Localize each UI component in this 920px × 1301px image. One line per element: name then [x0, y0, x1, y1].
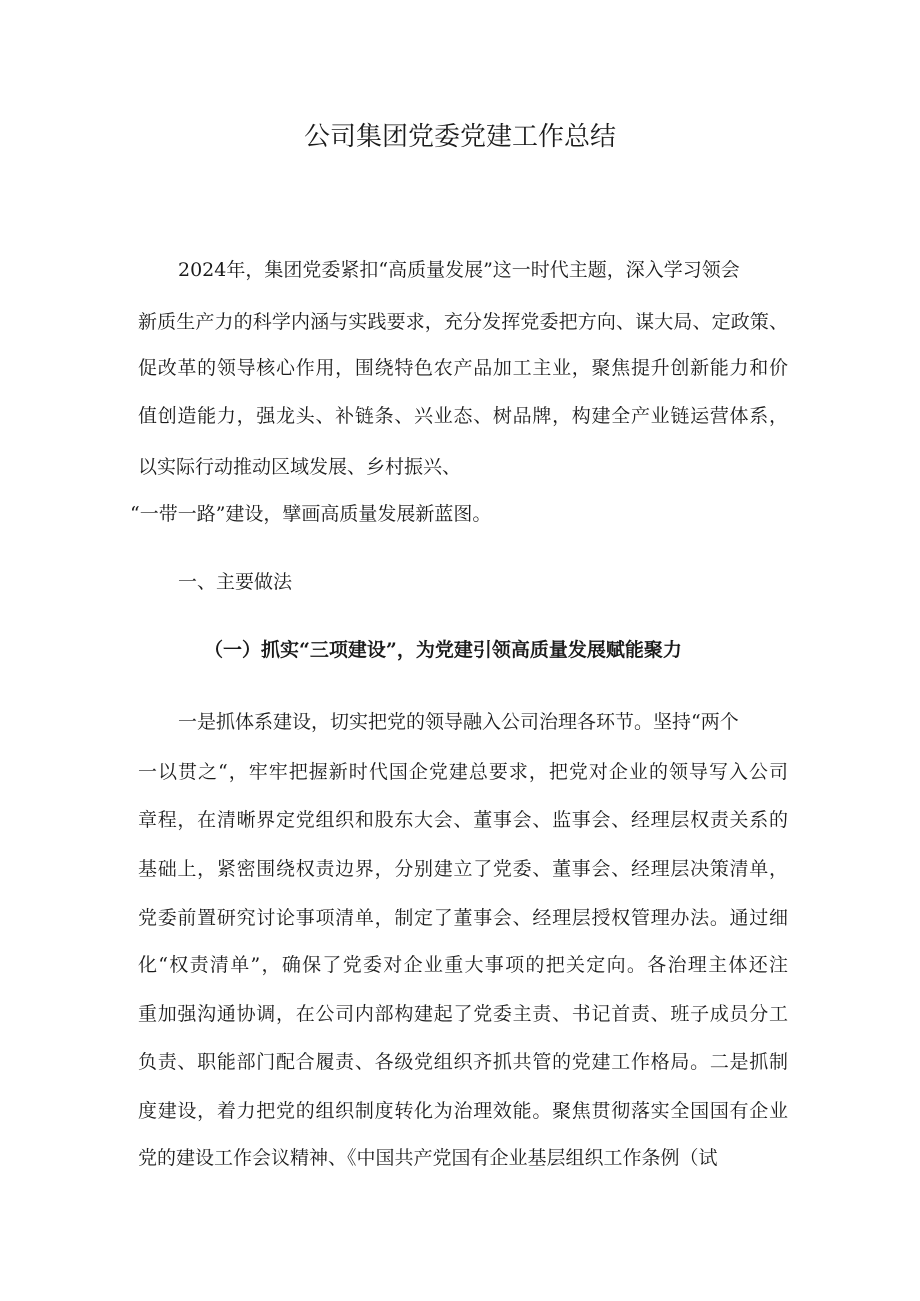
intro-line-3: 促改革的领导核心作用，围绕特色农产品加工主业，聚焦提升创新能力和价: [138, 357, 788, 379]
body-line-2: 一以贯之“，牢牢把握新时代国企党建总要求，把党对企业的领导写入公司: [138, 761, 788, 783]
body-line-8: 负责、职能部门配合履责、各级党组织齐抓共管的党建工作格局。二是抓制: [138, 1051, 788, 1073]
body-line-6: 化“权责清单”，确保了党委对企业重大事项的把关定向。各治理主体还注: [138, 954, 788, 976]
section-heading: 一、主要做法: [178, 571, 293, 593]
intro-line-4: 值创造能力，强龙头、补链条、兴业态、树品牌，构建全产业链运营体系，: [138, 405, 788, 427]
body-line-7: 重加强沟通协调，在公司内部构建起了党委主责、书记首责、班子成员分工: [138, 1003, 788, 1025]
body-line-3: 章程，在清晰界定党组织和股东大会、董事会、监事会、经理层权责关系的: [138, 809, 788, 831]
subsection-heading: （一）抓实“三项建设”，为党建引领高质量发展赋能聚力: [204, 639, 682, 661]
body-line-5: 党委前置研究讨论事项清单，制定了董事会、经理层授权管理办法。通过细: [138, 907, 788, 929]
body-line-1: 一是抓体系建设，切实把党的领导融入公司治理各环节。坚持“两个: [178, 711, 739, 733]
body-line-4: 基础上，紧密围绕权责边界，分别建立了党委、董事会、经理层决策清单，: [138, 858, 788, 880]
body-line-10: 党的建设工作会议精神、《中国共产党国有企业基层组织工作条例（试: [138, 1147, 718, 1169]
intro-line-2: 新质生产力的科学内涵与实践要求，充分发挥党委把方向、谋大局、定政策、: [138, 311, 788, 333]
document-title: 公司集团党委党建工作总结: [303, 122, 616, 152]
intro-line-1: 2024年，集团党委紧扣“高质量发展”这一时代主题，深入学习领会: [178, 259, 740, 281]
intro-line-5: 以实际行动推动区域发展、乡村振兴、: [138, 456, 462, 478]
body-line-9: 度建设，着力把党的组织制度转化为治理效能。聚焦贯彻落实全国国有企业: [138, 1100, 788, 1122]
intro-line-6: “一带一路”建设，擘画高质量发展新蓝图。: [130, 503, 492, 525]
